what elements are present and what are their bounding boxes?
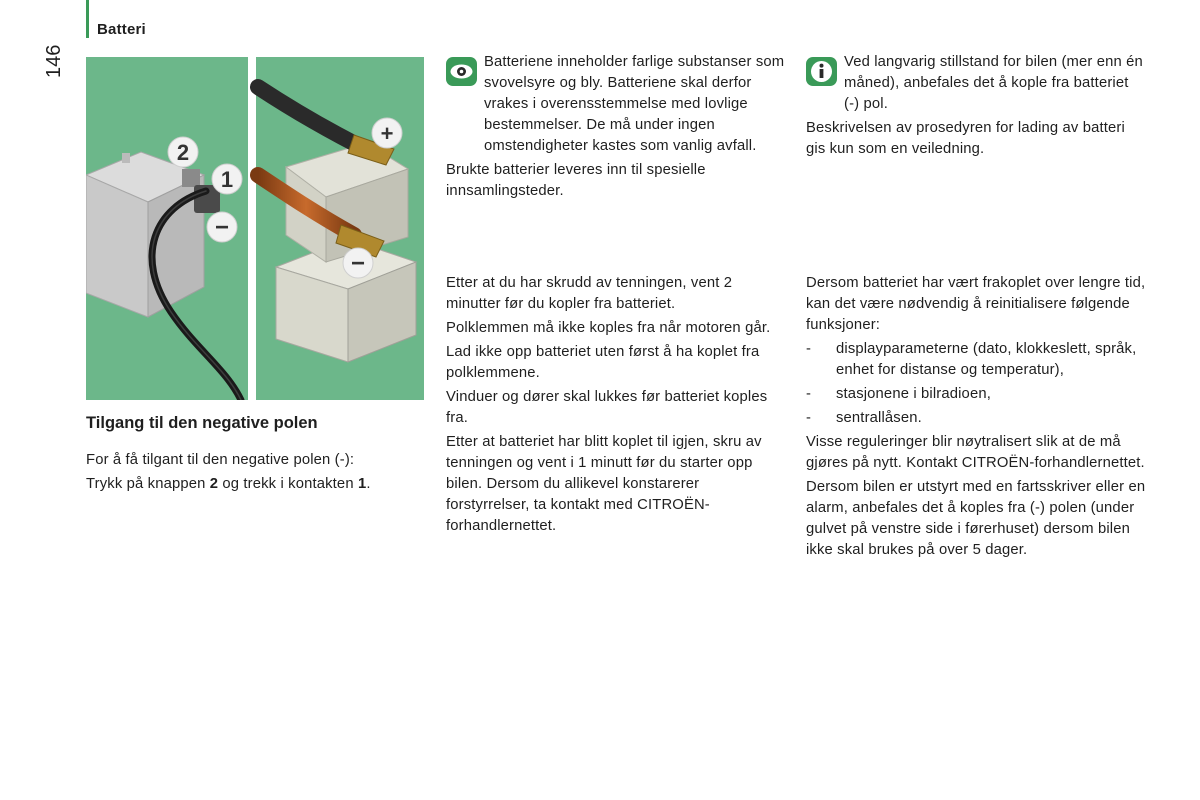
reinit-list	[806, 339, 1151, 429]
list-marker: -	[806, 386, 812, 402]
label-button-2: 2	[176, 140, 190, 165]
battery-illustration	[86, 57, 424, 400]
list-marker: -	[806, 410, 812, 426]
label-plus: +	[380, 121, 394, 146]
disconnect-paragraph: Polklemmen må ikke koples fra når motoren går.	[446, 320, 771, 336]
reinit-list-item	[806, 408, 1151, 429]
disconnect-paragraph: Vinduer og dører skal lukkes før batteriet koples fra.	[446, 389, 768, 426]
reinit-note: Visse reguleringer blir nøytralisert slik at de må gjøres på nytt. Kontakt CITROËN-forhandlernettet.	[806, 434, 1145, 471]
list-marker: -	[806, 341, 812, 357]
instruction-line-1: For å få tilgant til den negative polen (-):	[86, 452, 355, 468]
info-note-charging: Beskrivelsen av prosedyren for lading av batteri gis kun som en veiledning.	[806, 120, 1125, 157]
list-item-text: stasjonene i bilradioen,	[836, 386, 991, 402]
label-minus-right: −	[350, 250, 366, 277]
reinit-intro: Dersom batteriet har vært frakoplet over lengre tid, kan det være nødvendig å reinitialisere følgende funksjoner:	[806, 275, 1146, 333]
reinitialisation-section	[806, 273, 1151, 564]
disconnect-paragraph: Etter at du har skrudd av tenningen, vent 2 minutter før du kopler fra batteriet.	[446, 275, 733, 312]
disconnect-paragraph: Lad ikke opp batteriet uten først å ha koplet fra polklemmene.	[446, 344, 760, 381]
list-item-text: sentrallåsen.	[836, 410, 922, 426]
reinit-list-item	[806, 384, 1151, 405]
environment-note-collection: Brukte batterier leveres inn til spesielle innsamlingsteder.	[446, 162, 706, 199]
negative-pole-heading: Tilgang til den negative polen	[86, 414, 318, 432]
reinit-list-item	[806, 339, 1151, 381]
connector-number: 1	[357, 476, 367, 492]
section-accent-rule	[86, 0, 89, 38]
info-icon	[806, 57, 837, 86]
instruction-line-2: Trykk på knappen 2 og trekk i kontakten 1.	[86, 476, 371, 492]
eye-icon	[446, 57, 477, 86]
tachograph-note: Dersom bilen er utstyrt med en fartsskriver eller en alarm, anbefales det å koples fra (-) polen (under gulvet på venstre side i førerhuset) dersom bilen ikke skal brukes på over 5 dager.	[806, 479, 1146, 558]
label-minus-left: −	[214, 214, 230, 241]
disconnect-paragraph: Etter at batteriet har blitt koplet til igjen, skru av tenningen og vent i 1 minutt før du starter opp bilen. Dersom du allikevel konstarerer forstyrrelser, ta kontakt med CITROËN-forhandlernettet.	[446, 434, 762, 534]
label-connector-1: 1	[220, 167, 234, 192]
environment-note	[446, 52, 786, 205]
negative-pole-instructions	[86, 450, 426, 498]
button-number: 2	[209, 476, 219, 492]
disconnect-instructions	[446, 273, 786, 540]
section-title: Batteri	[97, 21, 146, 38]
page-number: 146	[43, 44, 65, 78]
info-note	[806, 52, 1146, 163]
list-item-text: displayparameterne (dato, klokkeslett, språk, enhet for distanse og temperatur),	[836, 341, 1137, 378]
environment-note-text: Batteriene inneholder farlige substanser som svovelsyre og bly. Batteriene skal derfor vrakes i overensstemmelse med lovlige bestemmelser. De må under ingen omstendigheter kastes som vanlig avfall.	[446, 52, 786, 157]
info-note-text: Ved langvarig stillstand for bilen (mer enn én måned), anbefales det å kople fra batteriet (-) pol.	[806, 52, 1146, 115]
